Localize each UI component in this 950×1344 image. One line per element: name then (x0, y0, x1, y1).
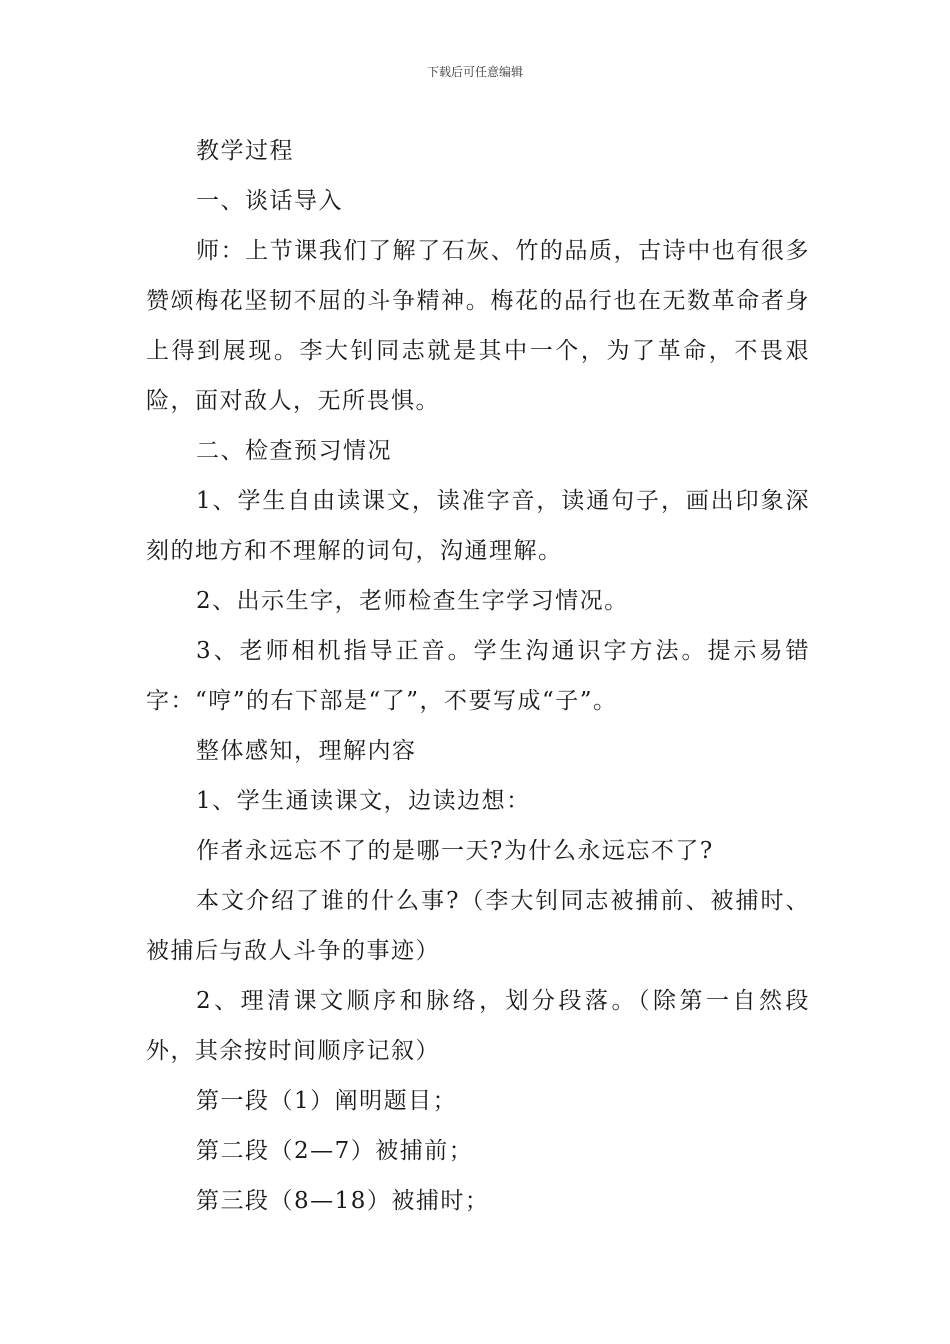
section-heading-intro: 一、谈话导入 (196, 188, 343, 214)
paragraph-section-2: 第二段（2—7）被捕前； (196, 1138, 474, 1164)
paragraph-question-2: 本文介绍了谁的什么事?（李大钊同志被捕前、被捕时、被捕后与敌人斗争的事迹） (146, 888, 810, 964)
paragraph-section-3: 第三段（8—18）被捕时； (196, 1188, 490, 1214)
paragraph-read-through: 1、学生通读课文，边读边想： (196, 788, 531, 814)
page-header: 下载后可任意编辑 (426, 65, 523, 79)
paragraph-step-1: 1、学生自由读课文，读准字音，读通句子，画出印象深刻的地方和不理解的词句，沟通理解。 (146, 488, 810, 564)
paragraph-step-3: 3、老师相机指导正音。学生沟通识字方法。提示易错字：“哼”的右下部是“了”，不要写成“子”。 (146, 638, 810, 714)
section-heading-overall: 整体感知，理解内容 (196, 738, 417, 764)
paragraph-teacher-intro: 师：上节课我们了解了石灰、竹的品质，古诗中也有很多赞颂梅花坚韧不屈的斗争精神。梅花的品行也在无数革命者身上得到展现。李大钊同志就是其中一个，为了革命，不畏艰险，面对敌人，无所畏惧。 (146, 238, 810, 414)
paragraph-section-1: 第一段（1）阐明题目； (196, 1088, 458, 1114)
paragraph-step-2: 2、出示生字，老师检查生字学习情况。 (196, 588, 629, 614)
paragraph-question-1: 作者永远忘不了的是哪一天?为什么永远忘不了? (196, 838, 714, 864)
section-heading-teaching-process: 教学过程 (196, 138, 294, 164)
section-heading-preview-check: 二、检查预习情况 (196, 438, 392, 464)
document-body (146, 126, 810, 1226)
paragraph-structure: 2、理清课文顺序和脉络，划分段落。（除第一自然段外，其余按时间顺序记叙） (146, 988, 810, 1064)
